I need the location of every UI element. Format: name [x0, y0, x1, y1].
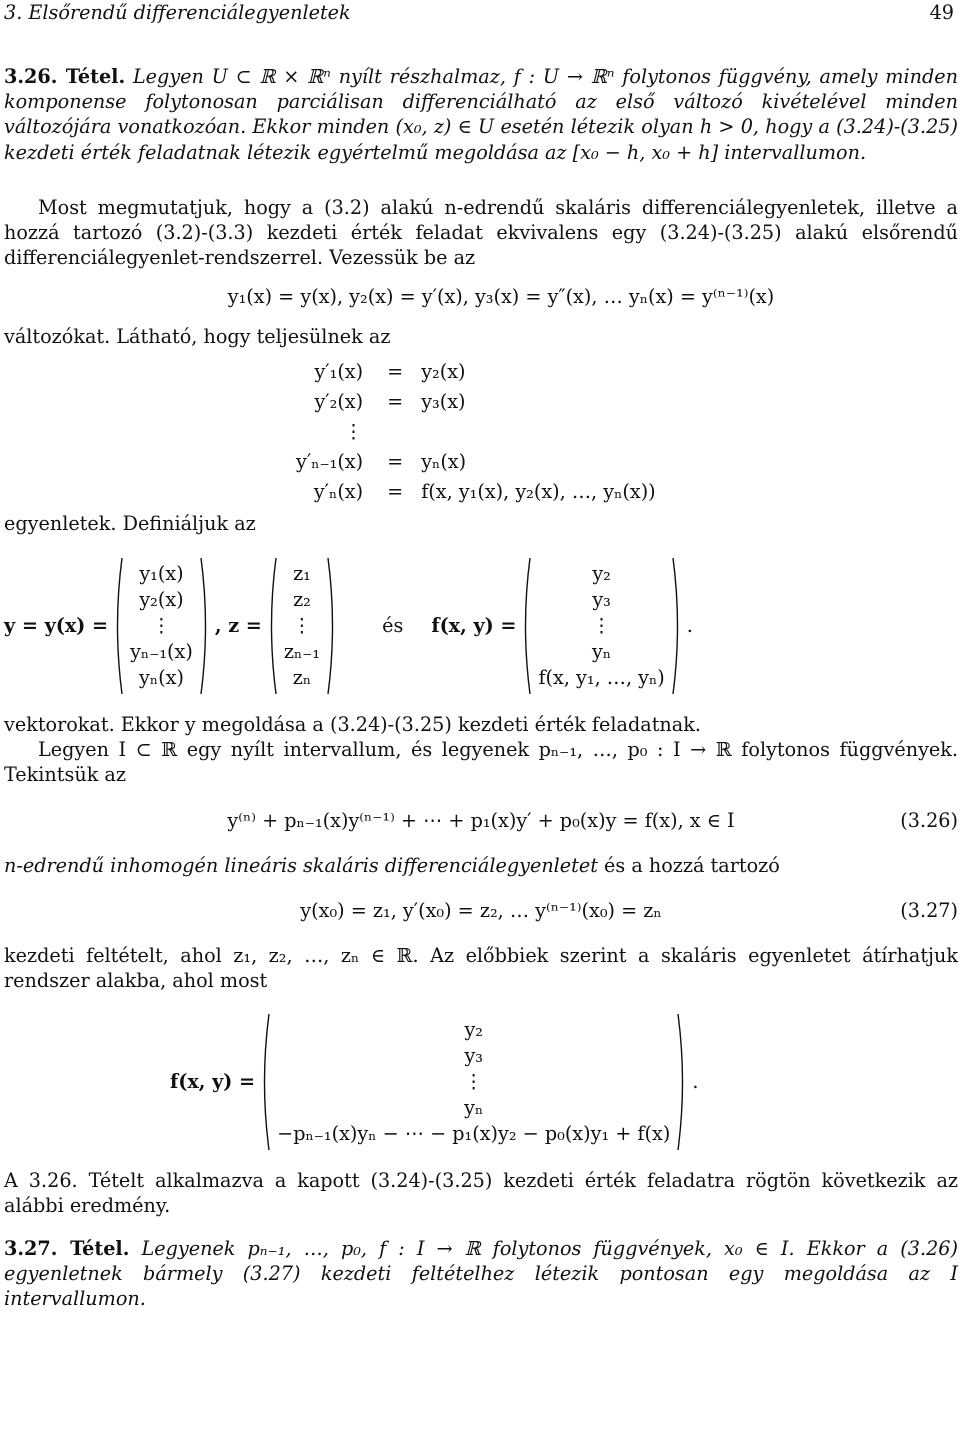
paragraph: Most megmutatjuk, hogy a (3.2) alakú n-edrendű skaláris differenciálegyenletek, illetve a hozzá tartozó (3.2)-(3.3) kezdeti érték feladat ekvivalens egy (3.24)-(3.25) alakú elsőrendű differenciálegyenlet-rendszerrel. Vezessük be az — [4, 195, 958, 270]
left-parenthesis — [112, 556, 124, 696]
equation-3-26 — [4, 808, 958, 833]
running-header — [4, 0, 958, 28]
vector-entry: y₃ — [464, 1043, 483, 1067]
vector-entry: zₙ₋₁ — [283, 640, 321, 664]
left-parenthesis — [520, 556, 532, 696]
system-row — [296, 357, 656, 387]
paragraph-rest: és a hozzá tartozó — [597, 853, 780, 877]
theorem-label: 3.26. Tétel. — [4, 65, 126, 88]
vector-entry: yₙ(x) — [139, 666, 184, 690]
period: . — [686, 614, 693, 638]
vector-entry: z₁ — [293, 562, 311, 586]
theorem-label: 3.27. Tétel. — [4, 1237, 130, 1261]
system-rhs: y₂(x) — [421, 360, 466, 384]
vector-definitions — [4, 556, 958, 696]
vector-entry: y₂ — [592, 562, 611, 586]
system-op: = — [387, 450, 404, 474]
f-vector-definition — [170, 1012, 958, 1152]
vector-entry: −pₙ₋₁(x)yₙ − ⋯ − p₁(x)y₂ − p₀(x)y₁ + f(x) — [277, 1121, 671, 1145]
equation-number: (3.27) — [900, 899, 958, 923]
system-op: = — [387, 390, 404, 414]
system-lhs: y′₂(x) — [314, 390, 364, 414]
f-vector-lhs: f(x, y) = — [431, 614, 517, 638]
system-lhs: y′ₙ(x) — [313, 480, 364, 504]
vector-entry: y₂(x) — [139, 588, 184, 612]
vector-entry: z₂ — [293, 588, 311, 612]
vector-entry: yₙ — [592, 640, 612, 664]
paragraph: egyenletek. Definiáljuk az — [4, 511, 256, 535]
paragraph: vektorokat. Ekkor y megoldása a (3.24)-(3.25) kezdeti érték feladatnak. — [4, 713, 701, 737]
vector-entry: zₙ — [292, 666, 312, 690]
f-vector2-lhs: f(x, y) = — [170, 1069, 256, 1093]
system-rhs — [415, 417, 655, 447]
system-rhs: yₙ(x) — [421, 450, 467, 474]
right-parenthesis — [671, 556, 683, 696]
vector-entry: ⋮ — [464, 1069, 484, 1093]
theorem-3-26 — [4, 64, 958, 165]
system-rhs: y₃(x) — [421, 390, 466, 414]
z-vector — [266, 556, 338, 696]
left-parenthesis — [259, 1012, 271, 1152]
system-rhs: f(x, y₁(x), y₂(x), …, yₙ(x)) — [421, 480, 656, 504]
vector-entry: yₙ — [464, 1095, 484, 1119]
page — [4, 0, 958, 1312]
emphasis: n-edrendű inhomogén lineáris skaláris differenciálegyenletet — [4, 853, 598, 877]
theorem-body: Legyen U ⊂ ℝ × ℝⁿ nyílt részhalmaz, f : U → ℝⁿ folytonos függvény, amely minden komponense folytonosan parciálisan differenciálható az első változó kivételével minden változójára vonatkozóan. Ekkor minden (x₀, z) ∈ U esetén létezik olyan h > 0, hogy a (3.24)-(3.25) kezdeti érték feladatnak létezik egyértelmű megoldása az [x₀ − h, x₀ + h] intervallumon. — [4, 65, 958, 164]
system-row — [296, 447, 656, 477]
system-row — [296, 387, 656, 417]
f-vector — [520, 556, 682, 696]
equation-3-27 — [4, 898, 958, 923]
theorem-body: Legyenek pₙ₋₁, …, p₀, f : I → ℝ folytonos függvények, x₀ ∈ I. Ekkor a (3.26) egyenletnek bármely (3.27) kezdeti feltételhez létezik pontosan egy megoldása az I intervallumon. — [4, 1237, 958, 1311]
paragraph: Legyen I ⊂ ℝ egy nyílt intervallum, és legyenek pₙ₋₁, …, p₀ : I → ℝ folytonos függvények. Tekintsük az — [4, 738, 958, 787]
page-number: 49 — [929, 1, 954, 24]
conjunction: és — [382, 614, 404, 638]
f-vector2 — [259, 1012, 688, 1152]
vector-entry: ⋮ — [292, 614, 312, 638]
system-row — [296, 477, 656, 507]
vector-entry: ⋮ — [592, 614, 612, 638]
right-parenthesis — [676, 1012, 688, 1152]
system-op: = — [387, 360, 404, 384]
left-parenthesis — [266, 556, 278, 696]
vector-entries — [124, 556, 199, 696]
y-vector-lhs: y = y(x) = — [4, 614, 109, 638]
theorem-3-27 — [4, 1236, 958, 1312]
system-lhs: ⋮ — [343, 420, 364, 444]
period: . — [692, 1069, 699, 1093]
vector-entries — [278, 556, 326, 696]
equation-number: (3.26) — [900, 808, 958, 832]
vector-entry: y₃ — [592, 588, 611, 612]
system-lhs: y′ₙ₋₁(x) — [296, 450, 364, 474]
vector-entries — [532, 556, 670, 696]
vector-entry: y₁(x) — [139, 562, 184, 586]
system-row — [296, 417, 656, 447]
paragraph: A 3.26. Tételt alkalmazva a kapott (3.24)-(3.25) kezdeti érték feladatra rögtön következik az alábbi eredmény. — [4, 1168, 958, 1217]
paragraph — [4, 853, 958, 878]
equation-body: y⁽ⁿ⁾ + pₙ₋₁(x)y⁽ⁿ⁻¹⁾ + ⋯ + p₁(x)y′ + p₀(x)y = f(x), x ∈ I — [227, 808, 735, 832]
system-lhs: y′₁(x) — [314, 360, 364, 384]
vector-entry: f(x, y₁, …, yₙ) — [538, 666, 665, 690]
chapter-title: 3. Elsőrendű differenciálegyenletek — [4, 1, 351, 24]
paragraph: kezdeti feltételt, ahol z₁, z₂, …, zₙ ∈ ℝ. Az előbbiek szerint a skaláris egyenletet átírhatjuk rendszer alakba, ahol most — [4, 944, 958, 993]
vector-entry: yₙ₋₁(x) — [130, 640, 193, 664]
paragraph: változókat. Látható, hogy teljesülnek az — [4, 324, 391, 348]
equation-body: y(x₀) = z₁, y′(x₀) = z₂, … y⁽ⁿ⁻¹⁾(x₀) = zₙ — [300, 899, 662, 923]
z-vector-lhs: , z = — [214, 614, 262, 638]
y-vector — [112, 556, 211, 696]
vector-entry: y₂ — [464, 1017, 483, 1041]
right-parenthesis — [199, 556, 211, 696]
vector-entry: ⋮ — [151, 614, 172, 638]
system-op — [375, 417, 415, 447]
right-parenthesis — [326, 556, 338, 696]
equation-system — [296, 357, 656, 507]
display-equation-variables: y₁(x) = y(x), y₂(x) = y′(x), y₃(x) = y″(x), … yₙ(x) = y⁽ⁿ⁻¹⁾(x) — [227, 285, 775, 309]
vector-entries — [271, 1012, 676, 1152]
system-op: = — [387, 480, 404, 504]
